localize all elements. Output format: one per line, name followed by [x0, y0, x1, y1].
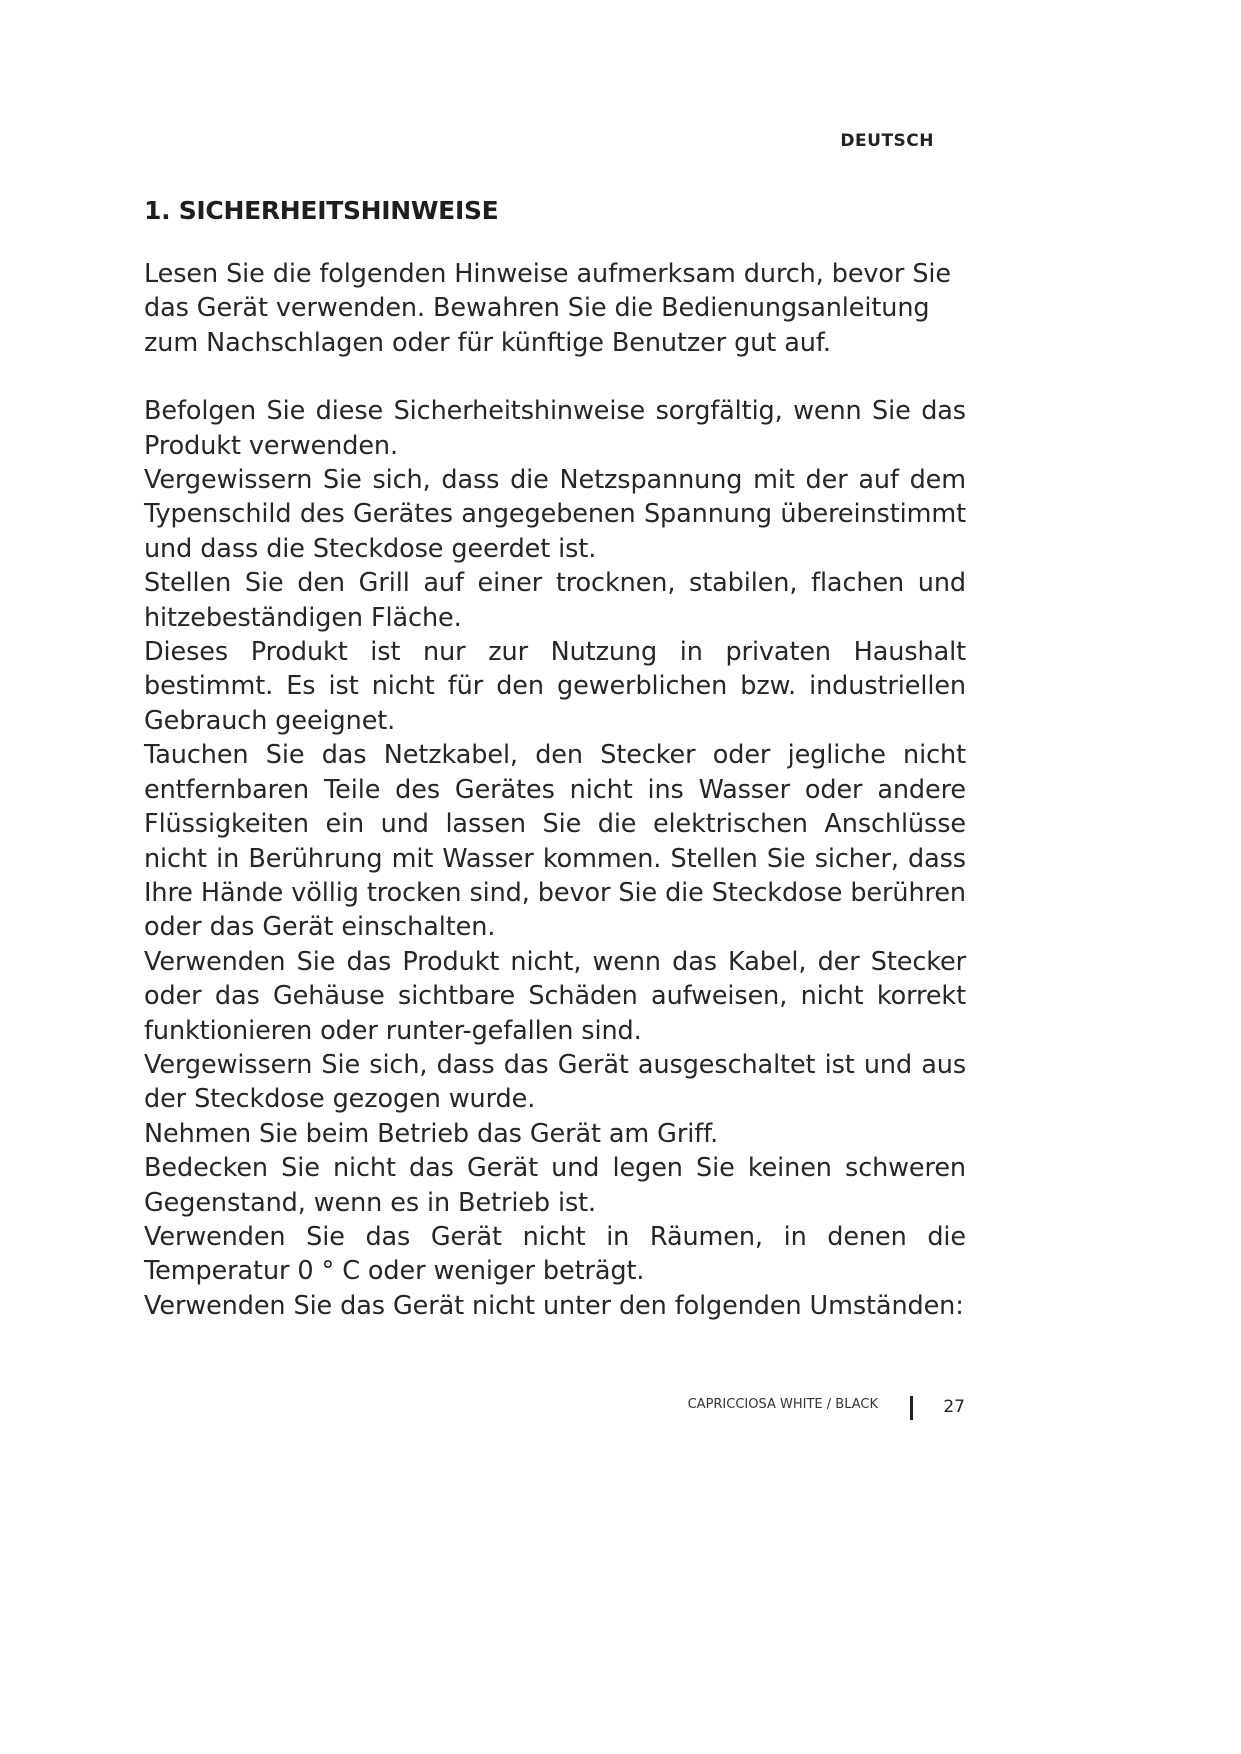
intro-paragraph: Lesen Sie die folgenden Hinweise aufmerksam durch, bevor Sie das Gerät verwenden. Bewahren Sie die Bedienungsanleitung zum Nachschlagen oder für künftige Benutzer gut auf.: [144, 259, 951, 358]
safety-instruction: Vergewissern Sie sich, dass die Netzspannung mit der auf dem Typenschild des Gerätes angegebenen Spannung übereinstimmt und dass die Steckdose geerdet ist.: [144, 465, 966, 564]
safety-instruction: Dieses Produkt ist nur zur Nutzung in privaten Haushalt bestimmt. Es ist nicht für den gewerblichen bzw. industriellen Gebrauch geeignet.: [144, 637, 966, 736]
safety-instruction: Befolgen Sie diese Sicherheitshinweise sorgfältig, wenn Sie das Produkt verwenden.: [144, 396, 966, 461]
safety-instruction: Verwenden Sie das Gerät nicht unter den folgenden Umständen:: [144, 1290, 964, 1321]
safety-instruction: Tauchen Sie das Netzkabel, den Stecker oder jegliche nicht entfernbaren Teile des Gerätes nicht ins Wasser oder andere Flüssigkeiten ein und lassen Sie die elektrischen Anschlüsse nicht in Berührung mit Wasser kommen. Stellen Sie sicher, dass Ihre Hände völlig trocken sind, bevor Sie die Steckdose berühren oder das Gerät einschalten.: [144, 740, 966, 943]
safety-instruction: Stellen Sie den Grill auf einer trocknen, stabilen, flachen und hitzebeständigen Fläche.: [144, 568, 966, 633]
section-body: [144, 257, 966, 1323]
page-number: 27: [943, 1397, 965, 1417]
safety-instruction: Nehmen Sie beim Betrieb das Gerät am Griff.: [144, 1118, 719, 1149]
safety-instruction: Vergewissern Sie sich, dass das Gerät ausgeschaltet ist und aus der Steckdose gezogen wurde.: [144, 1049, 966, 1115]
footer-product-name: CAPRICCIOSA WHITE / BLACK: [687, 1397, 878, 1412]
safety-instruction: Bedecken Sie nicht das Gerät und legen Sie keinen schweren Gegenstand, wenn es in Betrieb ist.: [144, 1153, 966, 1218]
safety-instruction: Verwenden Sie das Produkt nicht, wenn das Kabel, der Stecker oder das Gehäuse sichtbare Schäden aufweisen, nicht korrekt funktionieren oder runter-gefallen sind.: [144, 946, 966, 1046]
safety-instruction: Verwenden Sie das Gerät nicht in Räumen, in denen die Temperatur 0 ° C oder weniger beträgt.: [144, 1221, 966, 1287]
section-title: 1. SICHERHEITSHINWEISE: [144, 196, 499, 225]
footer-divider: [910, 1396, 913, 1420]
language-label: DEUTSCH: [840, 131, 934, 151]
